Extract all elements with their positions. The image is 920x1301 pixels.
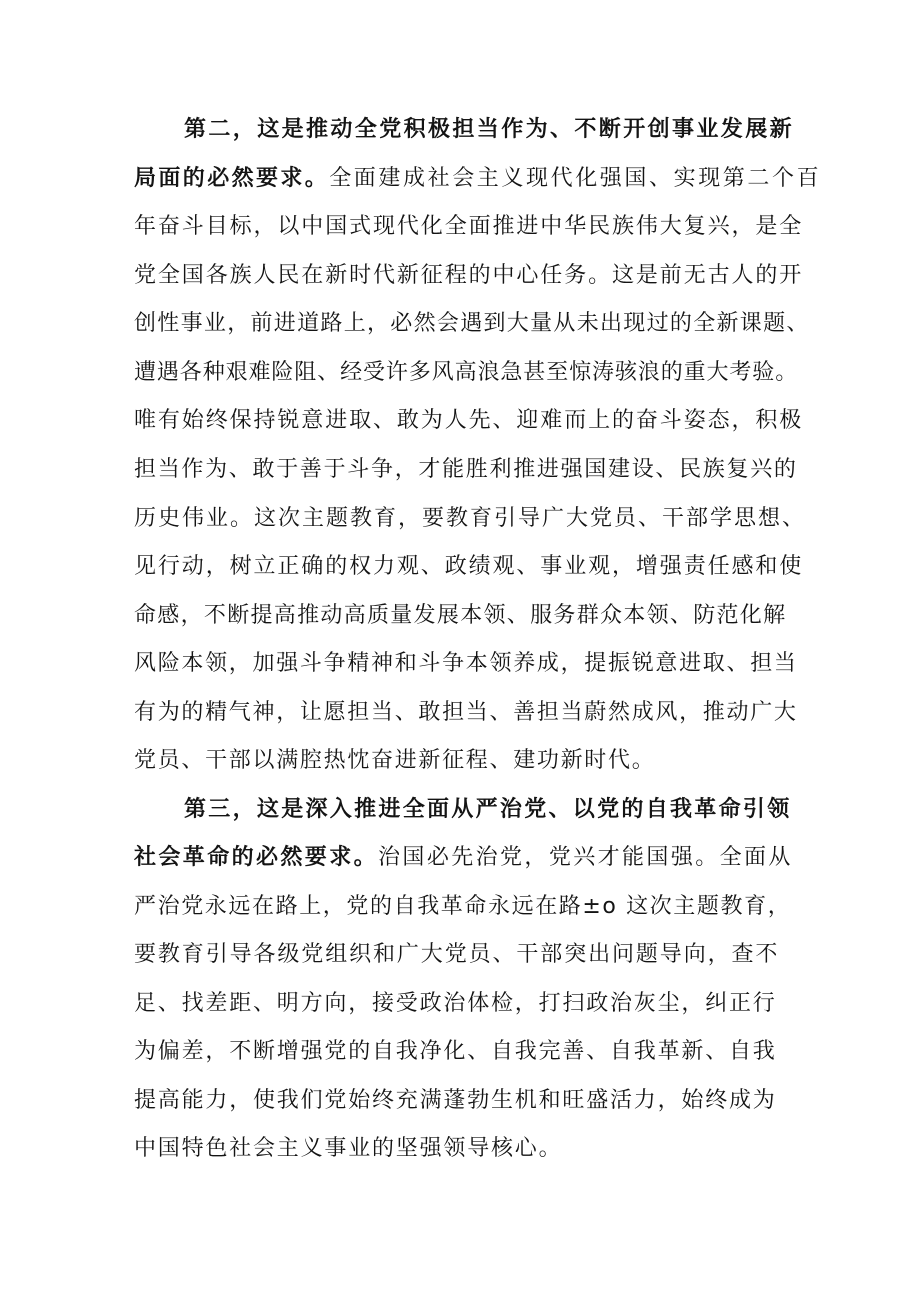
paragraph-3-line-3: 严治党永远在路上，党的自我革命永远在路±o 这次主题教育， — [134, 894, 792, 919]
paragraph-2-line-10: 见行动，树立正确的权力观、政绩观、事业观，增强责任感和使 — [134, 554, 804, 579]
paragraph-2-line-14: 党员、干部以满腔热忱奋进新征程、建功新时代。 — [134, 748, 656, 773]
paragraph-2-line-8: 担当作为、敢于善于斗争，才能胜利推进强国建设、民族复兴的 — [134, 457, 798, 482]
paragraph-3-line-8: 中国特色社会主义事业的坚强领导核心。 — [134, 1136, 563, 1161]
paragraph-2-line-3: 年奋斗目标，以中国式现代化全面推进中华民族伟大复兴，是全 — [134, 214, 804, 239]
paragraph-2-line-6: 遭遇各种艰难险阻、经受许多风高浪急甚至惊涛骇浪的重大考验。 — [134, 360, 799, 385]
paragraph-2-line-11: 命感，不断提高推动高质量发展本领、服务群众本领、防范化解 — [134, 603, 787, 628]
paragraph-3-line-5: 足、找差距、明方向，接受政治体检，打扫政治灰尘，纠正行 — [134, 991, 777, 1016]
paragraph-2-line-4: 党全国各族人民在新时代新征程的中心任务。这是前无古人的开 — [134, 263, 804, 288]
paragraph-2-line-13: 有为的精气神，让愿担当、敢担当、善担当蔚然成风，推动广大 — [134, 700, 798, 725]
paragraph-2-line-5: 创性事业，前进道路上，必然会遇到大量从未出现过的全新课题、 — [134, 311, 810, 336]
paragraph-3-heading-line-1: 第三，这是深入推进全面从严治党、以党的自我革命引领 — [184, 797, 792, 822]
paragraph-3-line-6: 为偏差，不断增强党的自我净化、自我完善、自我革新、自我 — [134, 1039, 777, 1064]
paragraph-2-heading-end: 局面的必然要求。 — [134, 166, 330, 191]
paragraph-2-heading-line-1: 第二，这是推动全党积极担当作为、不断开创事业发展新 — [184, 117, 795, 142]
paragraph-2-line-12: 风险本领，加强斗争精神和斗争本领养成，提振锐意进取、担当 — [134, 651, 798, 676]
paragraph-3-line-2 — [134, 843, 793, 873]
paragraph-2-line-2 — [134, 164, 821, 194]
paragraph-3-line-7: 提高能力，使我们党始终充满蓬勃生机和旺盛活力，始终成为 — [134, 1088, 777, 1113]
paragraph-3-body-start: 治国必先治党，党兴才能国强。全面从 — [378, 845, 793, 870]
paragraph-2-line-9: 历史伟业。这次主题教育，要教育引导广大党员、干部学思想、 — [134, 506, 807, 531]
paragraph-3-line-4: 要教育引导各级党组织和广大党员、干部突出问题导向，查不 — [134, 942, 780, 967]
paragraph-2-line-7: 唯有始终保持锐意进取、敢为人先、迎难而上的奋斗姿态，积极 — [134, 408, 804, 433]
paragraph-2-body-start: 全面建成社会主义现代化强国、实现第二个百 — [329, 166, 822, 191]
paragraph-3-heading-end: 社会革命的必然要求。 — [134, 845, 379, 870]
